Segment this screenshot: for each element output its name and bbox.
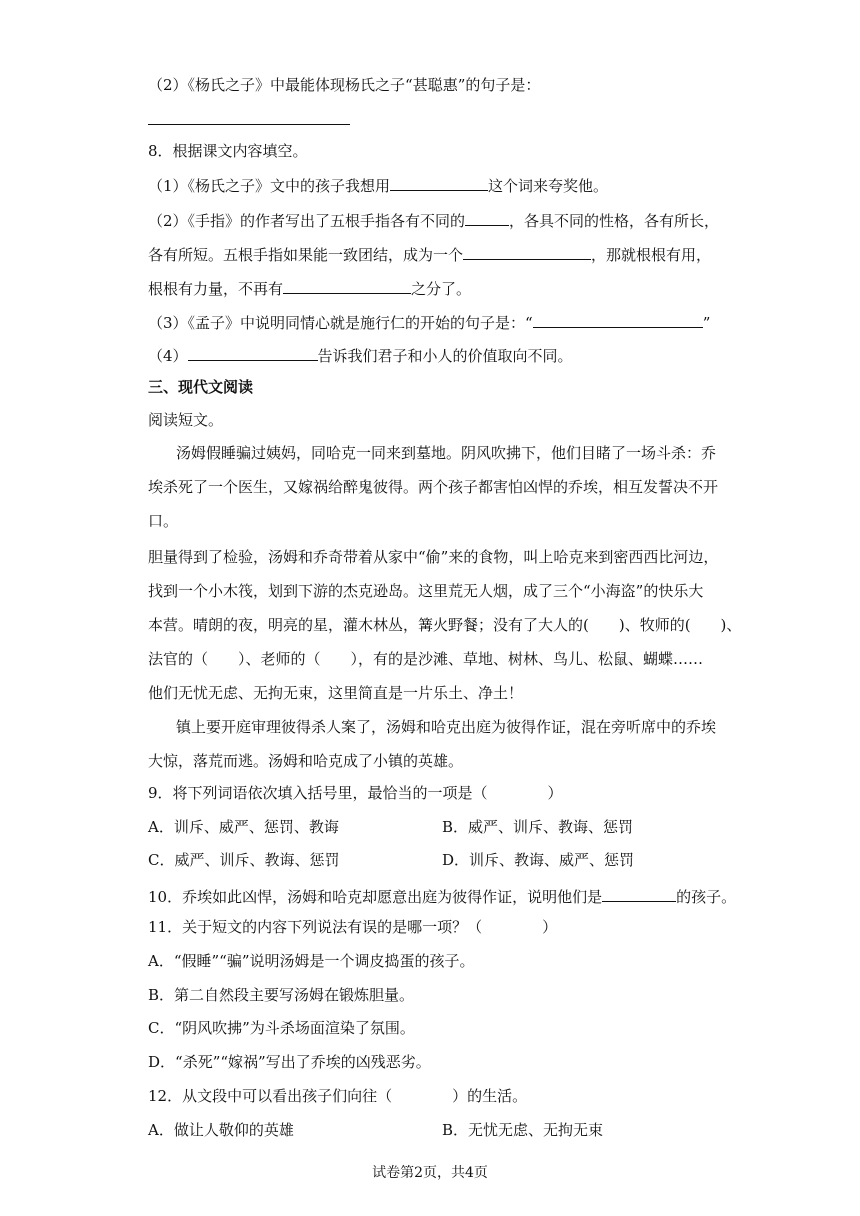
blank-8-2-c[interactable] (283, 279, 411, 294)
section-3-heading: 三、现代文阅读 (148, 378, 254, 396)
question-9-option-d[interactable]: D．训斥、教诲、威严、惩罚 (442, 851, 635, 869)
question-8-2-line1 (148, 211, 719, 229)
question-8-3-text-b: ” (702, 314, 711, 332)
question-7-2: （2）《杨氏之子》中最能体现杨氏之子“甚聪惠”的句子是： (148, 76, 541, 94)
question-8-2-text-a: （2）《手指》的作者写出了五根手指各有不同的 (148, 212, 466, 230)
question-8-2-text-d: ，那就根根有用， (591, 246, 712, 264)
question-8-4 (148, 346, 573, 364)
passage-p2-line3: 本营。晴朗的夜，明亮的星，灌木林丛，篝火野餐；没有了大人的( )、牧师的( )、 (148, 616, 742, 634)
question-12-option-b[interactable]: B．无忧无虑、无拘无束 (442, 1121, 604, 1139)
question-8-2-text-b: ，各具不同的性格，各有所长， (509, 212, 720, 230)
question-8-4-text-a: （4） (148, 347, 188, 365)
blank-8-4[interactable] (188, 346, 318, 361)
question-10-text-b: 的孩子。 (676, 888, 737, 906)
blank-8-3[interactable] (533, 313, 703, 328)
question-8-2-text-c: 各有所短。五根手指如果能一致团结，成为一个 (148, 246, 464, 264)
question-12-option-a[interactable]: A．做让人敬仰的英雄 (148, 1121, 294, 1139)
passage-p2-line2: 找到一个小木筏，划到下游的杰克逊岛。这里荒无人烟，成了三个“小海盗”的快乐大 (148, 582, 704, 600)
question-8-1-text-b: 这个词来夸奖他。 (488, 177, 609, 195)
question-8-1-text-a: （1）《杨氏之子》文中的孩子我想用 (148, 177, 391, 195)
blank-8-2-b[interactable] (463, 245, 591, 260)
passage-p3-line2: 大惊，落荒而逃。汤姆和哈克成了小镇的英雄。 (148, 752, 464, 770)
question-11-option-c[interactable]: C．“阴风吹拂”为斗杀场面渲染了氛围。 (148, 1019, 415, 1037)
question-8-2-line3 (148, 279, 471, 297)
blank-10[interactable] (602, 887, 676, 902)
page-footer: 试卷第2页，共4页 (372, 1165, 488, 1181)
reading-intro: 阅读短文。 (148, 411, 224, 429)
question-11-option-d[interactable]: D．“杀死”“嫁祸”写出了乔埃的凶残恶劣。 (148, 1053, 431, 1071)
question-8-3 (148, 313, 710, 331)
question-8-1 (148, 176, 608, 194)
question-9-option-a[interactable]: A．训斥、威严、惩罚、教诲 (148, 818, 339, 836)
question-9: 9．将下列词语依次填入括号里，最恰当的一项是（ ） (148, 784, 563, 802)
question-8-title: 8．根据课文内容填空。 (148, 142, 308, 160)
blank-8-2-a[interactable] (465, 211, 509, 226)
passage-p1-line1: 汤姆假睡骗过姨妈，同哈克一同来到墓地。阴风吹拂下，他们目睹了一场斗杀：乔 (176, 444, 717, 462)
question-9-option-c[interactable]: C．威严、训斥、教诲、惩罚 (148, 851, 340, 869)
question-8-2-line2 (148, 245, 711, 263)
question-11-option-a[interactable]: A．“假睡”“骗”说明汤姆是一个调皮捣蛋的孩子。 (148, 952, 475, 970)
passage-p1-line3: 口。 (148, 512, 179, 530)
question-9-option-b[interactable]: B．威严、训斥、教诲、惩罚 (442, 818, 634, 836)
blank-8-1[interactable] (390, 176, 488, 191)
question-8-3-text-a: （3）《孟子》中说明同情心就是施行仁的开始的句子是：“ (148, 314, 533, 332)
passage-p2-line1: 胆量得到了检验，汤姆和乔奇带着从家中“偷”来的食物，叫上哈克来到密西西比河边， (148, 548, 719, 566)
question-11-option-b[interactable]: B．第二自然段主要写汤姆在锻炼胆量。 (148, 986, 415, 1004)
passage-p3-line1: 镇上要开庭审理彼得杀人案了，汤姆和哈克出庭为彼得作证，混在旁听席中的乔埃 (176, 718, 717, 736)
question-12: 12．从文段中可以看出孩子们向往（ ）的生活。 (148, 1087, 528, 1105)
passage-p2-line5: 他们无忧无虑、无拘无束，这里简直是一片乐土、净土！ (148, 684, 524, 702)
question-11: 11．关于短文的内容下列说法有误的是哪一项？（ ） (148, 918, 558, 936)
question-10 (148, 887, 736, 905)
question-8-2-text-f: 之分了。 (411, 280, 472, 298)
question-8-2-text-e: 根根有力量，不再有 (148, 280, 284, 298)
question-8-4-text-b: 告诉我们君子和小人的价值取向不同。 (317, 347, 573, 365)
answer-line-7-2 (148, 124, 350, 125)
passage-p2-line4: 法官的（ ）、老师的（ ），有的是沙滩、草地、树林、鸟儿、松鼠、蝴蝶…… (148, 650, 704, 668)
question-10-text-a: 10．乔埃如此凶悍，汤姆和哈克却愿意出庭为彼得作证，说明他们是 (148, 888, 603, 906)
passage-p1-line2: 埃杀死了一个医生，又嫁祸给醉鬼彼得。两个孩子都害怕凶悍的乔埃，相互发誓决不开 (148, 478, 719, 496)
